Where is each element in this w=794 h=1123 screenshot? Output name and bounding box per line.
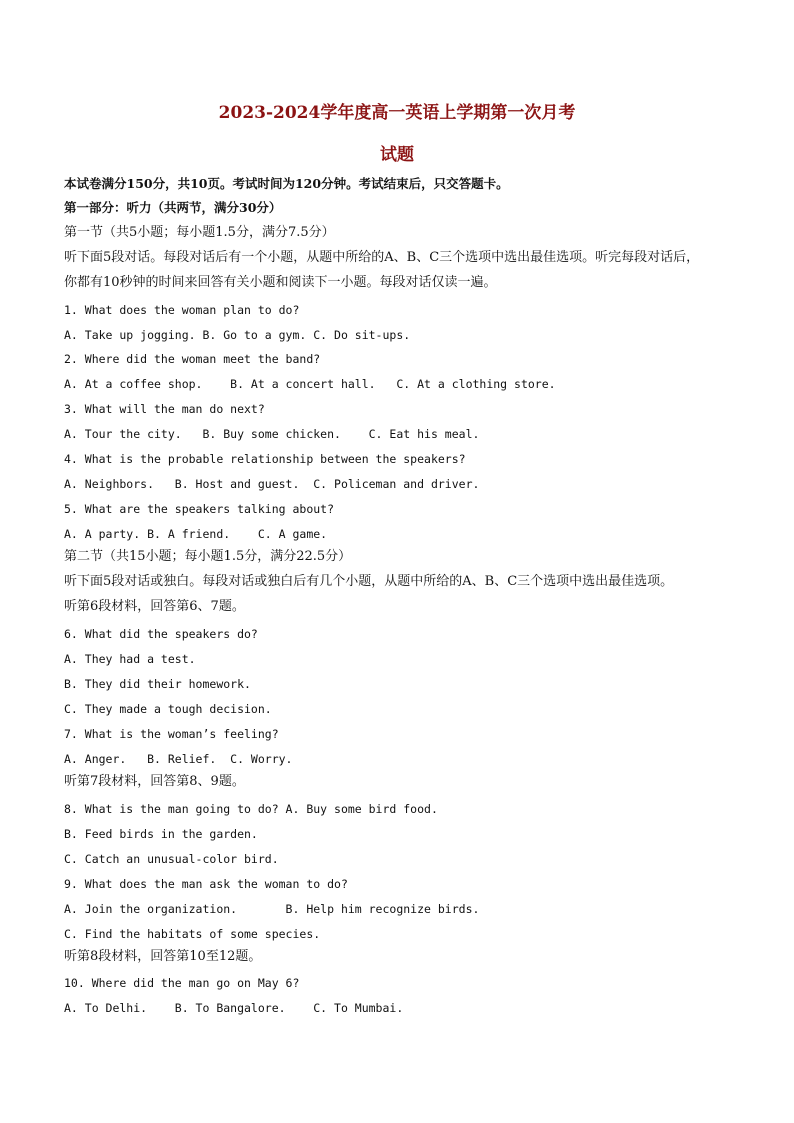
question-6-option-a: A. They had a test. [64, 652, 196, 666]
exam-title: 2023-2024学年度高一英语上学期第一次月考 [218, 103, 576, 123]
passage-8-instruction: 听第8段材料，回答第10至12题。 [64, 949, 262, 964]
question-5-options: A. A party. B. A friend. C. A game. [64, 527, 328, 541]
question-9: 9. What does the man ask the woman to do? [64, 877, 348, 891]
question-10-options: A. To Delhi. B. To Bangalore. C. To Mumbai. [64, 1001, 404, 1015]
question-8: 8. What is the man going to do? A. Buy some bird food. [64, 802, 438, 816]
question-9-options-ab: A. Join the organization. B. Help him recognize birds. [64, 902, 480, 916]
question-1: 1. What does the woman plan to do? [64, 303, 300, 317]
question-6-option-b: B. They did their homework. [64, 677, 251, 691]
question-3: 3. What will the man do next? [64, 402, 265, 416]
passage-7-instruction: 听第7段材料，回答第8、9题。 [64, 774, 245, 789]
section-one-directions-1: 听下面5段对话。每段对话后有一个小题，从题中所给的A、B、C三个选项中选出最佳选项。听完每段对话后， [64, 250, 700, 265]
question-8-option-c: C. Catch an unusual-color bird. [64, 852, 279, 866]
question-2-options: A. At a coffee shop. B. At a concert hall. C. At a clothing store. [64, 377, 556, 391]
part-one-heading: 第一部分：听力（共两节，满分30分） [64, 200, 282, 215]
section-two-heading: 第二节（共15小题；每小题1.5分，满分22.5分） [64, 549, 352, 564]
question-7: 7. What is the woman’s feeling? [64, 727, 279, 741]
passage-6-instruction: 听第6段材料，回答第6、7题。 [64, 599, 245, 614]
section-two-directions: 听下面5段对话或独白。每段对话或独白后有几个小题，从题中所给的A、B、C三个选项中选出最佳选项。 [64, 574, 674, 589]
question-4-options: A. Neighbors. B. Host and guest. C. Policeman and driver. [64, 477, 480, 491]
section-one-directions-2: 你都有10秒钟的时间来回答有关小题和阅读下一小题。每段对话仅读一遍。 [64, 275, 497, 290]
question-10: 10. Where did the man go on May 6? [64, 976, 300, 990]
section-one-heading: 第一节（共5小题；每小题1.5分，满分7.5分） [64, 225, 335, 240]
question-8-option-b: B. Feed birds in the garden. [64, 827, 258, 841]
question-2: 2. Where did the woman meet the band? [64, 352, 321, 366]
question-4: 4. What is the probable relationship between the speakers? [64, 452, 466, 466]
question-7-options: A. Anger. B. Relief. C. Worry. [64, 752, 293, 766]
question-3-options: A. Tour the city. B. Buy some chicken. C. Eat his meal. [64, 427, 480, 441]
question-1-options: A. Take up jogging. B. Go to a gym. C. Do sit-ups. [64, 328, 411, 342]
exam-instructions: 本试卷满分150分，共10页。考试时间为120分钟。考试结束后，只交答题卡。 [64, 176, 509, 191]
question-9-option-c: C. Find the habitats of some species. [64, 927, 321, 941]
question-6-option-c: C. They made a tough decision. [64, 702, 272, 716]
exam-subtitle: 试题 [380, 145, 414, 165]
question-6: 6. What did the speakers do? [64, 627, 258, 641]
question-5: 5. What are the speakers talking about? [64, 502, 335, 516]
